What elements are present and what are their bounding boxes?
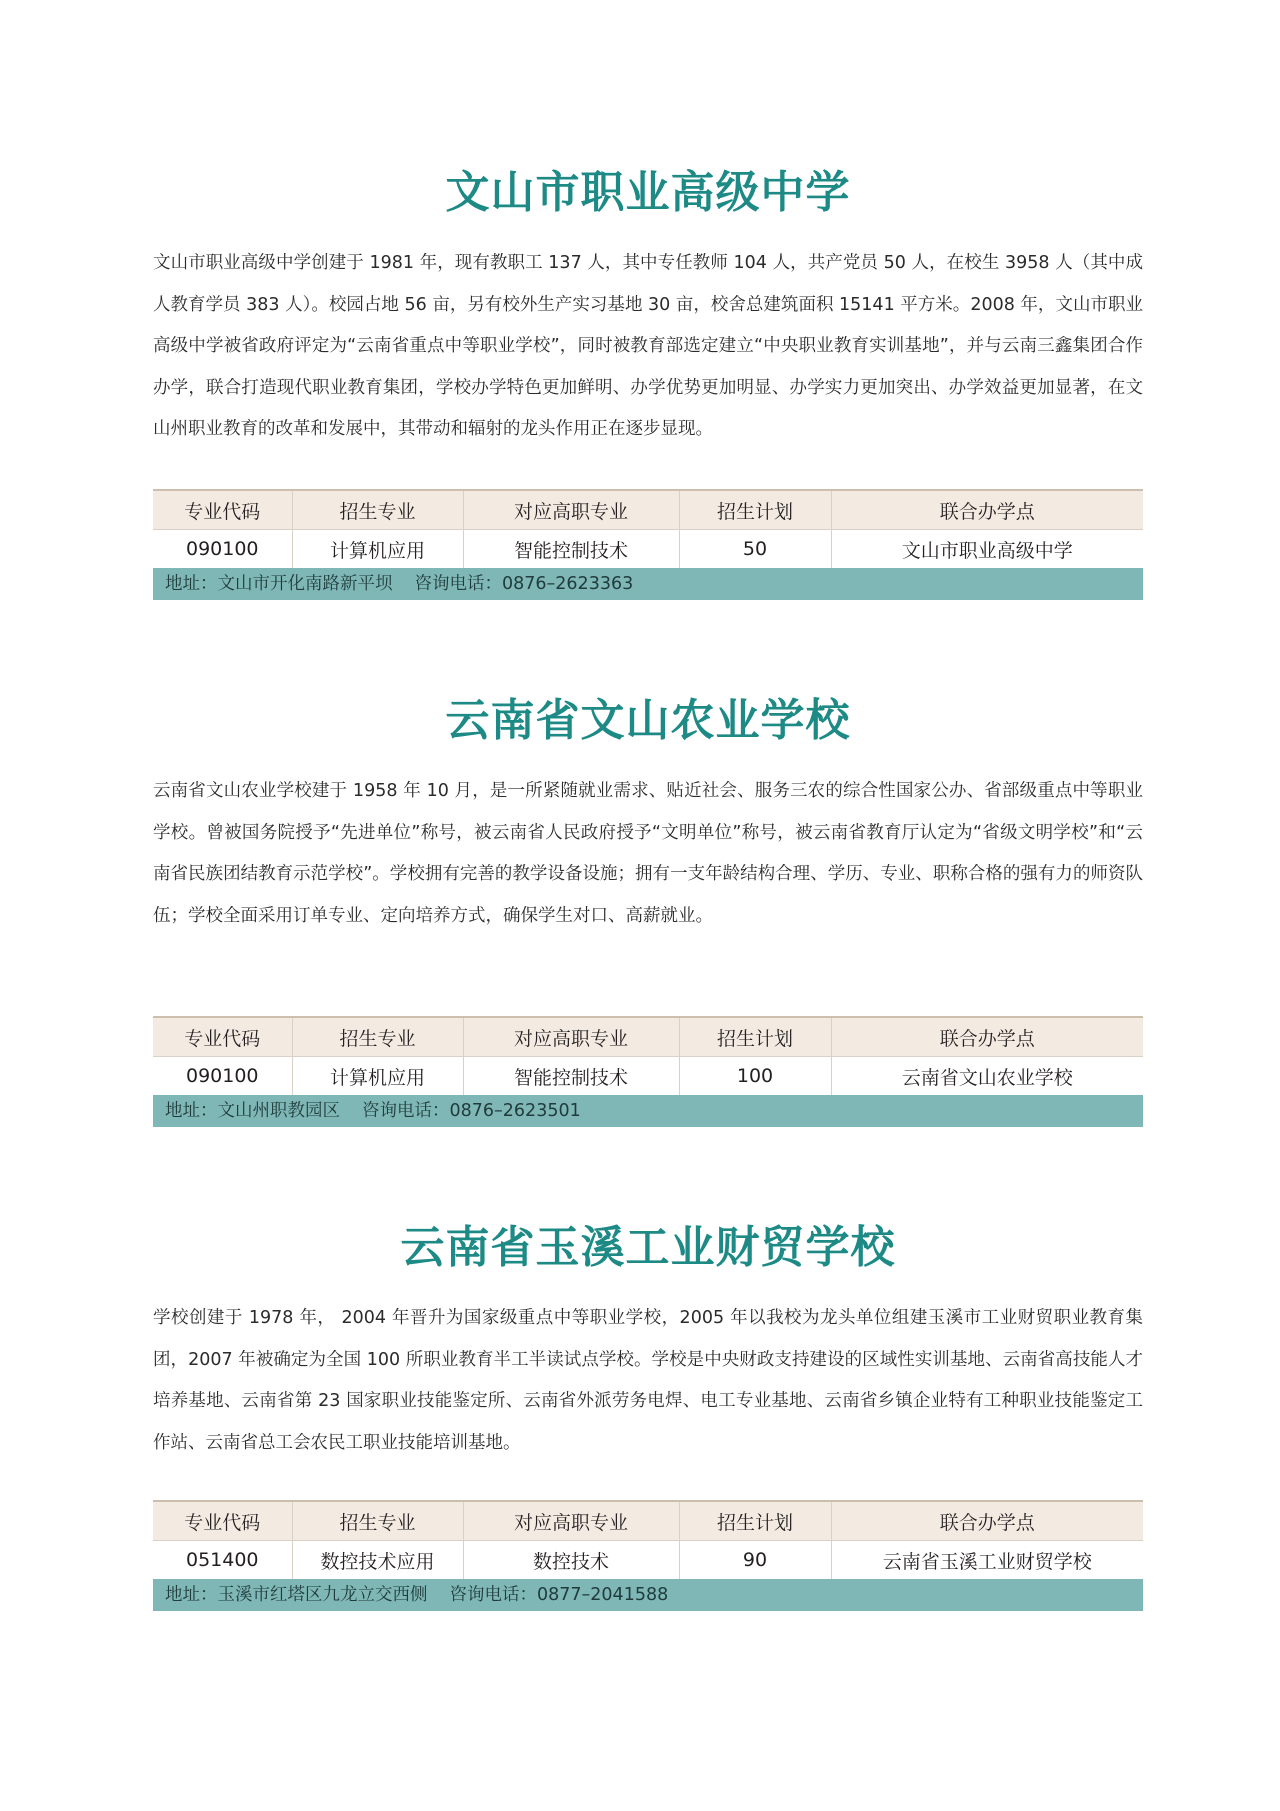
column-header: 专业代码 [184, 1511, 261, 1534]
partner-site-cell: 云南省玉溪工业财贸学校 [831, 1541, 1143, 1580]
major-cell: 计算机应用 [292, 1057, 463, 1096]
address-text: 地址：玉溪市红塔区九龙立交西侧 [165, 1585, 428, 1605]
column-header: 联合办学点 [831, 1501, 1143, 1541]
major-cell: 计算机应用 [292, 530, 463, 569]
column-header: 招生专业 [292, 1501, 463, 1541]
phone-text: 咨询电话：0877–2041588 [449, 1585, 669, 1605]
plan-cell: 90 [679, 1541, 831, 1580]
column-header: 招生计划 [679, 1501, 831, 1541]
table-row [153, 1057, 1143, 1096]
enrollment-table [153, 1500, 1143, 1579]
school-section-1 [153, 163, 1143, 451]
column-header: 招生专业 [292, 490, 463, 530]
school-description: 学校创建于 1978 年， 2004 年晋升为国家级重点中等职业学校，2005 年以我校为龙头单位组建玉溪市工业财贸职业教育集团，2007 年被确定为全国 100 所职业教育半工半读试点学校。学校是中央财政支持建设的区域性实训基地、云南省高技能人才培养基地、云南省第 23 国家职业技能鉴定所、云南省外派劳务电焊、电工专业基地、云南省乡镇企业特有工种职业技能鉴定工作站、云南省总工会农民工职业技能培训基地。 [153, 1308, 1143, 1453]
address-text: 地址：文山州职教园区 [165, 1101, 340, 1121]
contact-bar [153, 568, 1143, 600]
table-row [153, 1541, 1143, 1580]
table-header-row [153, 490, 1143, 530]
major-cell: 数控技术应用 [292, 1541, 463, 1580]
contact-bar [153, 1095, 1143, 1127]
column-header: 招生计划 [679, 490, 831, 530]
enrollment-block-1 [153, 489, 1143, 600]
address-text: 地址：文山市开化南路新平坝 [165, 574, 393, 594]
vocational-major-cell: 智能控制技术 [463, 530, 679, 569]
column-header: 专业代码 [184, 500, 261, 523]
column-header: 联合办学点 [831, 490, 1143, 530]
partner-site-cell: 文山市职业高级中学 [831, 530, 1143, 569]
plan-cell: 50 [679, 530, 831, 569]
major-code-cell: 090100 [185, 538, 259, 560]
partner-site-cell: 云南省文山农业学校 [831, 1057, 1143, 1096]
school-description: 文山市职业高级中学创建于 1981 年，现有教职工 137 人，其中专任教师 104 人，共产党员 50 人，在校生 3958 人（其中成人教育学员 383 人）。校园占地 56 亩，另有校外生产实习基地 30 亩，校舍总建筑面积 15141 平方米。2008 年，文山市职业高级中学被省政府评定为“云南省重点中等职业学校”，同时被教育部选定建立“中央职业教育实训基地”，并与云南三鑫集团合作办学，联合打造现代职业教育集团，学校办学特色更加鲜明、办学优势更加明显、办学实力更加突出、办学效益更加显著，在文山州职业教育的改革和发展中，其带动和辐射的龙头作用正在逐步显现。 [153, 253, 1143, 439]
school-section-3 [153, 1218, 1143, 1464]
column-header: 对应高职专业 [463, 1501, 679, 1541]
column-header: 招生专业 [292, 1017, 463, 1057]
vocational-major-cell: 数控技术 [463, 1541, 679, 1580]
school-section-2 [153, 691, 1143, 937]
column-header: 专业代码 [184, 1027, 261, 1050]
column-header: 对应高职专业 [463, 1017, 679, 1057]
column-header: 联合办学点 [831, 1017, 1143, 1057]
phone-text: 咨询电话：0876–2623501 [362, 1101, 581, 1121]
major-code-cell: 051400 [185, 1549, 259, 1571]
enrollment-block-2 [153, 1016, 1143, 1127]
contact-bar [153, 1579, 1143, 1611]
plan-cell: 100 [679, 1057, 831, 1096]
school-title: 云南省玉溪工业财贸学校 [400, 1222, 896, 1273]
school-description: 云南省文山农业学校建于 1958 年 10 月，是一所紧随就业需求、贴近社会、服务三农的综合性国家公办、省部级重点中等职业学校。曾被国务院授予“先进单位”称号，被云南省人民政府授予“文明单位”称号，被云南省教育厅认定为“省级文明学校”和“云南省民族团结教育示范学校”。学校拥有完善的教学设备设施；拥有一支年龄结构合理、学历、专业、职称合格的强有力的师资队伍；学校全面采用订单专业、定向培养方式，确保学生对口、高薪就业。 [153, 781, 1143, 926]
column-header: 对应高职专业 [463, 490, 679, 530]
school-title: 文山市职业高级中学 [445, 167, 851, 218]
enrollment-table [153, 489, 1143, 568]
table-row [153, 530, 1143, 569]
major-code-cell: 090100 [185, 1065, 259, 1087]
enrollment-table [153, 1016, 1143, 1095]
phone-text: 咨询电话：0876–2623363 [414, 574, 634, 594]
table-header-row [153, 1017, 1143, 1057]
table-header-row [153, 1501, 1143, 1541]
school-title: 云南省文山农业学校 [445, 695, 851, 746]
enrollment-block-3 [153, 1500, 1143, 1611]
vocational-major-cell: 智能控制技术 [463, 1057, 679, 1096]
column-header: 招生计划 [679, 1017, 831, 1057]
